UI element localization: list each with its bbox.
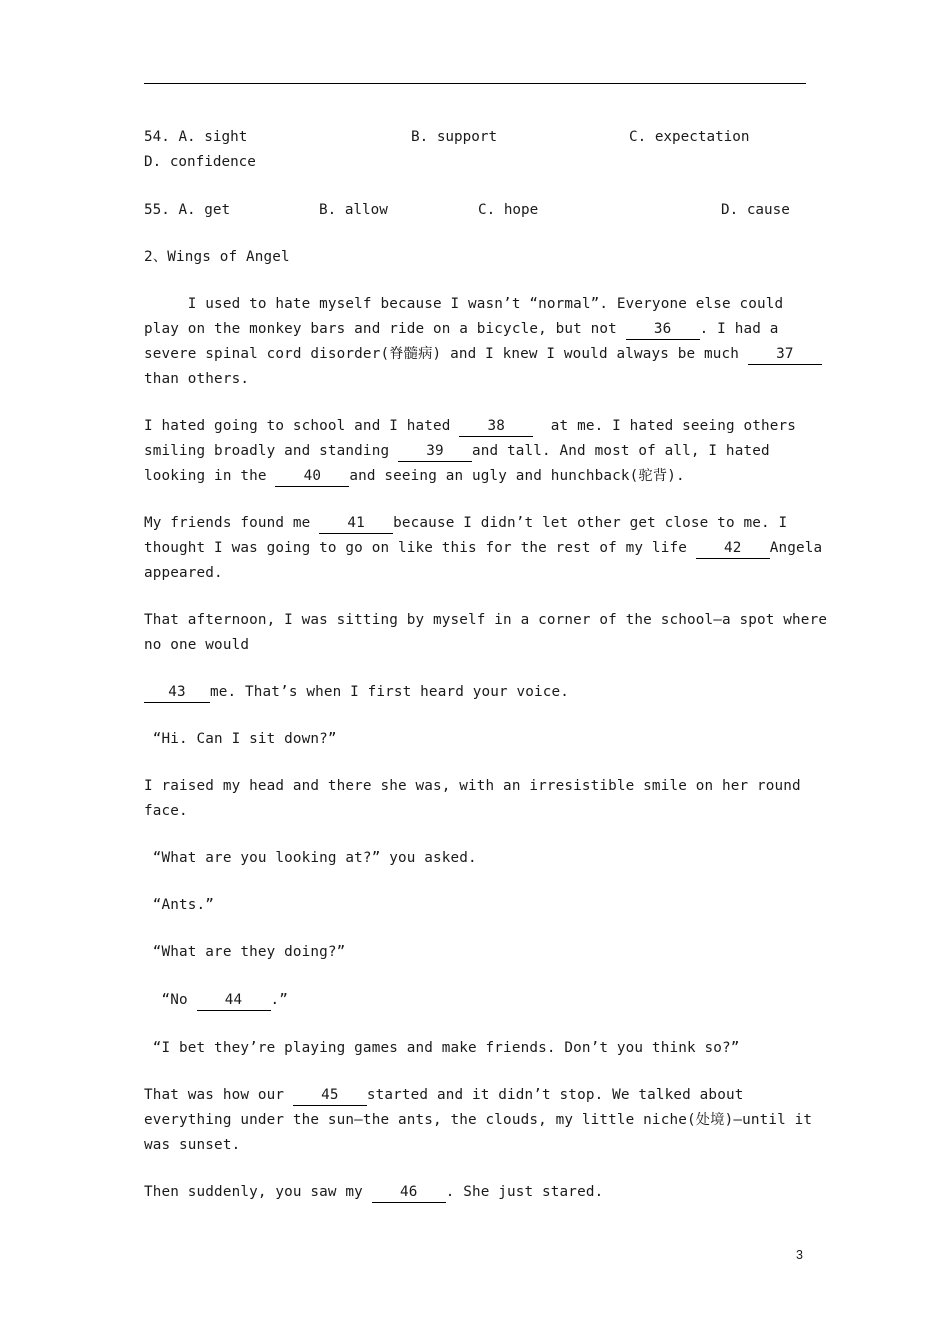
passage-line: severe spinal cord disorder(脊髓病) and I knew I would always be much 37 (144, 342, 822, 367)
blank-43[interactable]: 43 (144, 683, 210, 703)
passage-line: My friends found me 41 because I didn’t let other get close to me. I (144, 511, 787, 536)
dialogue-line: “Ants.” (144, 897, 215, 913)
question-number: 55. A. get (144, 202, 231, 218)
blank-38[interactable]: 38 (459, 417, 533, 437)
blank-39[interactable]: 39 (398, 442, 472, 462)
option-b: B. allow (319, 202, 388, 218)
passage-line: I hated going to school and I hated 38 at me. I hated seeing others (144, 414, 796, 439)
dialogue-line: “I bet they’re playing games and make friends. Don’t you think so?” (144, 1040, 740, 1056)
option-c: C. hope (478, 202, 539, 218)
option-a: A. get (178, 202, 231, 218)
passage-line: face. (144, 803, 188, 819)
passage-line: looking in the 40 and seeing an ugly and hunchback(驼背). (144, 464, 685, 489)
blank-45[interactable]: 45 (293, 1086, 367, 1106)
passage-line: I used to hate myself because I wasn’t “normal”. Everyone else could (144, 296, 784, 312)
option-a: A. sight (178, 129, 248, 145)
passage-line: everything under the sun—the ants, the clouds, my little niche(处境)—until it (144, 1112, 813, 1128)
blank-41[interactable]: 41 (319, 514, 393, 534)
blank-46[interactable]: 46 (372, 1183, 446, 1203)
option-c: C. expectation (629, 129, 750, 145)
passage-line: appeared. (144, 565, 223, 581)
blank-42[interactable]: 42 (696, 539, 770, 559)
option-b: B. support (411, 129, 498, 145)
section-title: 2、Wings of Angel (144, 249, 290, 265)
option-d: D. confidence (144, 154, 256, 170)
passage-line: 43 me. That’s when I first heard your voice. (144, 680, 569, 705)
blank-40[interactable]: 40 (275, 467, 349, 487)
header-rule (144, 83, 806, 84)
blank-37[interactable]: 37 (748, 345, 822, 365)
passage-line: smiling broadly and standing 39 and tall. And most of all, I hated (144, 439, 770, 464)
question-number: 54. A. sight (144, 129, 248, 145)
passage-line: was sunset. (144, 1137, 241, 1153)
passage-line: That afternoon, I was sitting by myself in a corner of the school—a spot where (144, 612, 828, 628)
dialogue-line: “Hi. Can I sit down?” (144, 731, 337, 747)
passage-line: Then suddenly, you saw my 46 . She just stared. (144, 1180, 603, 1205)
option-d: D. cause (721, 202, 790, 218)
passage-line: play on the monkey bars and ride on a bicycle, but not 36 . I had a (144, 317, 779, 342)
dialogue-line: “What are they doing?” (144, 944, 346, 960)
blank-44[interactable]: 44 (197, 991, 271, 1011)
blank-36[interactable]: 36 (626, 320, 700, 340)
dialogue-line: “No 44 .” (144, 988, 288, 1013)
passage-line: I raised my head and there she was, with an irresistible smile on her round (144, 778, 801, 794)
passage-line: than others. (144, 371, 250, 387)
dialogue-line: “What are you looking at?” you asked. (144, 850, 477, 866)
page-number: 3 (796, 1248, 803, 1262)
passage-line: That was how our 45 started and it didn’t stop. We talked about (144, 1083, 743, 1108)
passage-line: thought I was going to go on like this for the rest of my life 42 Angela (144, 536, 822, 561)
passage-line: no one would (144, 637, 250, 653)
